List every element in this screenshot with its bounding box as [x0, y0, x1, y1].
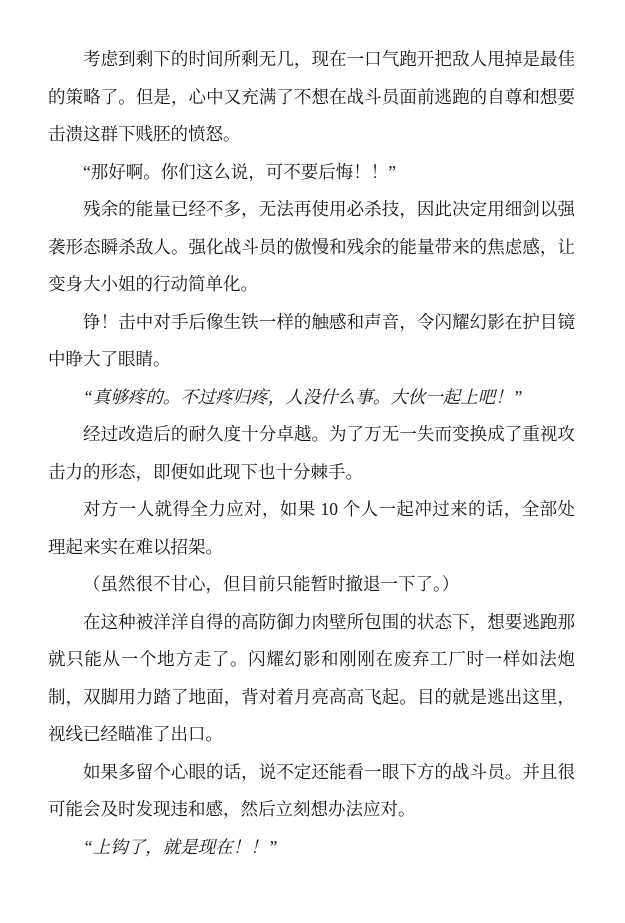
paragraph: 对方一人就得全力应对，如果 10 个人一起冲过来的话，全部处理起来实在难以招架。	[48, 499, 575, 557]
paragraph: 残余的能量已经不多，无法再使用必杀技，因此决定用细剑以强袭形态瞬杀敌人。强化战斗员的傲慢和残余的能量带来的焦虑感，让变身大小姐的行动简单化。	[48, 199, 575, 294]
paragraph: 考虑到剩下的时间所剩无几，现在一口气跑开把敌人甩掉是最佳的策略了。但是，心中又充满了不想在战斗员面前逃跑的自尊和想要击溃这群下贱胚的愤怒。	[48, 49, 575, 144]
paragraph: “上钩了，就是现在！！”	[83, 836, 278, 857]
paragraph: “那好啊。你们这么说，可不要后悔！！”	[83, 161, 397, 182]
paragraph: （虽然很不甘心，但目前只能暂时撤退一下了。）	[83, 574, 460, 594]
paragraph: 在这种被洋洋自得的高防御力肉壁所包围的状态下，想要逃跑那就只能从一个地方走了。闪耀幻影和刚刚在废弃工厂时一样如法炮制，双脚用力踏了地面，背对着月亮高高飞起。目的就是逃出这里，视线已经瞄准了出口。	[48, 611, 575, 744]
paragraph: 如果多留个心眼的话，说不定还能看一眼下方的战斗员。并且很可能会及时发现违和感，然后立刻想办法应对。	[48, 761, 575, 819]
paragraph: “真够疼的。不过疼归疼，人没什么事。大伙一起上吧！”	[83, 386, 523, 407]
document-body	[48, 41, 575, 866]
paragraph: 经过改造后的耐久度十分卓越。为了万无一失而变换成了重视攻击力的形态，即便如此现下也十分棘手。	[48, 424, 575, 482]
paragraph: 铮！击中对手后像生铁一样的触感和声音，令闪耀幻影在护目镜中睁大了眼睛。	[48, 311, 575, 369]
